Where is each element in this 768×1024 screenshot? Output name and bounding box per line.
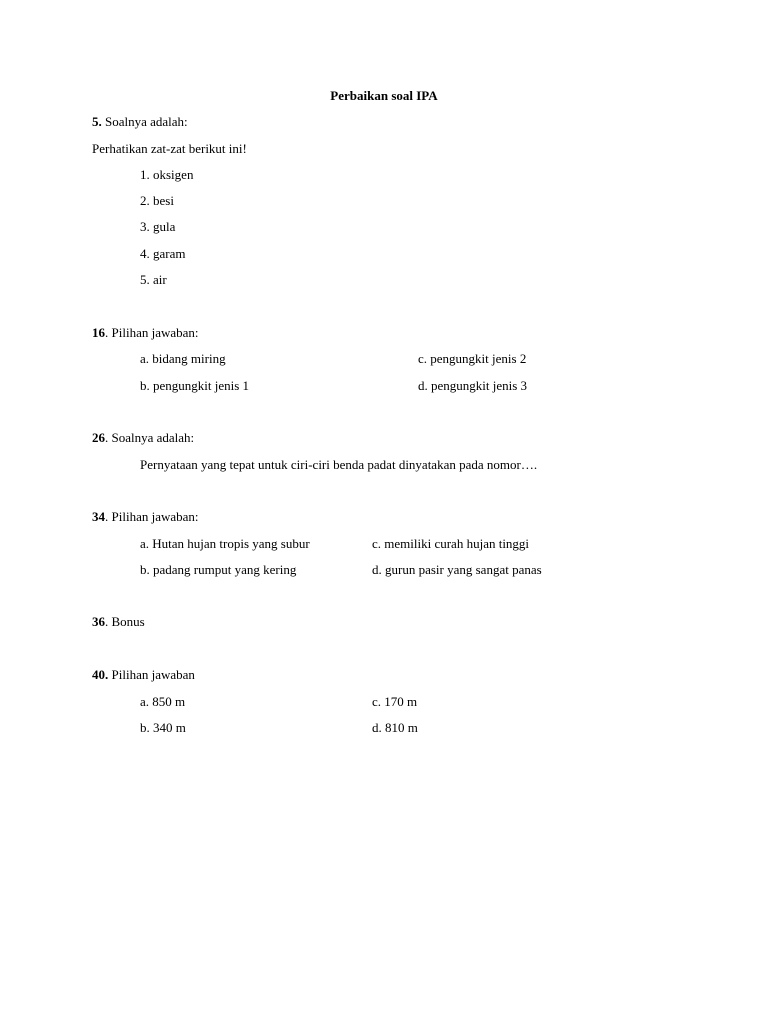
question-5-heading: [92, 114, 188, 130]
question-40-heading: [92, 667, 195, 683]
list-item: 4. garam: [140, 246, 186, 261]
list-item: 2. besi: [140, 193, 174, 208]
answer-option-d: d. 810 m: [372, 720, 418, 735]
question-number: 26: [92, 430, 105, 445]
answer-option-d: d. pengungkit jenis 3: [418, 378, 528, 393]
answer-option-b: b. pengungkit jenis 1: [140, 378, 250, 393]
question-label: . Soalnya adalah:: [105, 430, 195, 445]
answer-option-a: a. Hutan hujan tropis yang subur: [140, 536, 310, 551]
answer-option-c: c. pengungkit jenis 2: [418, 351, 527, 366]
question-number: 36: [92, 614, 105, 629]
question-label: . Bonus: [105, 614, 145, 629]
question-36-heading: [92, 614, 145, 630]
list-item: 3. gula: [140, 219, 176, 234]
answer-option-c: c. 170 m: [372, 694, 418, 709]
question-number: 16: [92, 325, 105, 340]
question-26-statement: Pernyataan yang tepat untuk ciri-ciri benda padat dinyatakan pada nomor….: [140, 457, 538, 472]
question-number: 5.: [92, 114, 102, 129]
question-label: Pilihan jawaban: [108, 667, 195, 682]
question-label: . Pilihan jawaban:: [105, 509, 199, 524]
list-item: 5. air: [140, 272, 167, 287]
question-number: 40.: [92, 667, 109, 682]
answer-option-b: b. padang rumput yang kering: [140, 562, 297, 577]
answer-option-a: a. bidang miring: [140, 351, 226, 366]
answer-option-d: d. gurun pasir yang sangat panas: [372, 562, 542, 577]
answer-option-b: b. 340 m: [140, 720, 186, 735]
question-34-heading: [92, 509, 199, 525]
page-title: Perbaikan soal IPA: [330, 88, 438, 103]
question-number: 34: [92, 509, 105, 524]
answer-option-c: c. memiliki curah hujan tinggi: [372, 536, 530, 551]
answer-option-a: a. 850 m: [140, 694, 186, 709]
question-5-prompt: Perhatikan zat-zat berikut ini!: [92, 141, 247, 156]
question-label: . Pilihan jawaban:: [105, 325, 199, 340]
question-16-heading: [92, 325, 199, 341]
list-item: 1. oksigen: [140, 167, 194, 182]
question-26-heading: [92, 430, 194, 446]
question-label: Soalnya adalah:: [101, 114, 188, 129]
